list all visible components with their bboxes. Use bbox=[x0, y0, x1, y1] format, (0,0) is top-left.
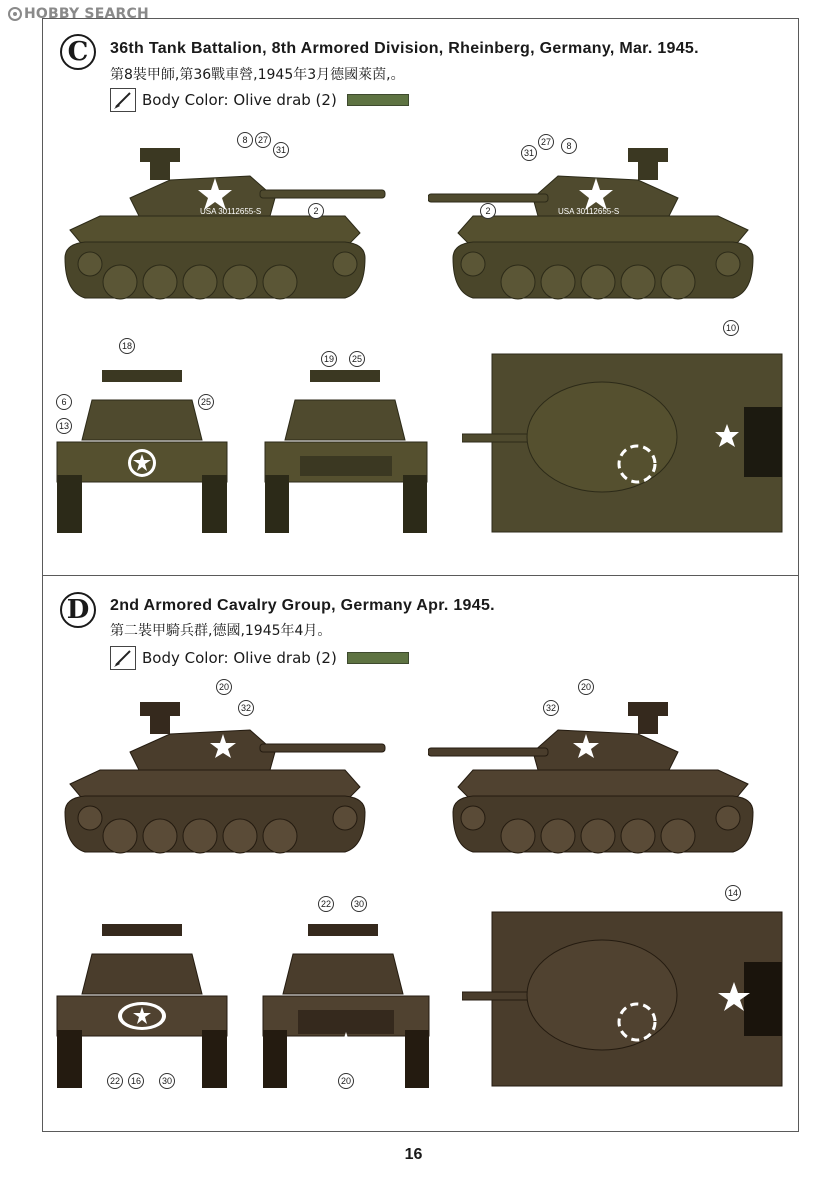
callout: 19 bbox=[321, 351, 337, 367]
callout: 25 bbox=[349, 351, 365, 367]
callout: 22 bbox=[318, 896, 334, 912]
callout: 27 bbox=[255, 132, 271, 148]
tank-d-left-side bbox=[60, 698, 390, 868]
section-title: 2nd Armored Cavalry Group, Germany Apr. 1945. bbox=[110, 597, 495, 614]
section-letter-badge: D bbox=[60, 592, 96, 628]
callout: 30 bbox=[159, 1073, 175, 1089]
callout: 2 bbox=[480, 203, 496, 219]
hobby-search-logo-icon bbox=[8, 7, 22, 21]
hull-serial-text: USA 30112655-S bbox=[200, 207, 262, 216]
tank-d-front-view bbox=[52, 920, 232, 1090]
body-color-value: Olive drab (2) bbox=[233, 91, 337, 109]
callout: 14 bbox=[725, 885, 741, 901]
callout: 20 bbox=[578, 679, 594, 695]
section-letter-badge: C bbox=[60, 34, 96, 70]
tank-d-rear-view bbox=[258, 920, 434, 1090]
callout: 31 bbox=[521, 145, 537, 161]
tank-c-right-side bbox=[428, 138, 758, 308]
callout: 6 bbox=[56, 394, 72, 410]
callout: 32 bbox=[238, 700, 254, 716]
tank-d-right-side bbox=[428, 698, 758, 868]
tank-c-rear-view bbox=[260, 360, 432, 535]
callout: 20 bbox=[216, 679, 232, 695]
callout: 8 bbox=[561, 138, 577, 154]
tank-c-top-view bbox=[462, 352, 787, 534]
section-subtitle: 第二裝甲騎兵群,德國,1945年4月。 bbox=[110, 623, 332, 639]
brush-icon bbox=[110, 646, 136, 670]
callout: 27 bbox=[538, 134, 554, 150]
body-color-label: Body Color: bbox=[142, 649, 229, 667]
callout: 10 bbox=[723, 320, 739, 336]
callout: 20 bbox=[338, 1073, 354, 1089]
page-number: 16 bbox=[404, 1146, 423, 1163]
watermark: HOBBY SEARCH bbox=[8, 6, 149, 22]
section-subtitle: 第8裝甲師,第36戰車營,1945年3月德國萊茵,。 bbox=[110, 67, 405, 83]
callout: 25 bbox=[198, 394, 214, 410]
tank-c-left-side bbox=[60, 138, 390, 308]
section-title: 36th Tank Battalion, 8th Armored Division, Rheinberg, Germany, Mar. 1945. bbox=[110, 40, 699, 57]
callout: 32 bbox=[543, 700, 559, 716]
callout: 18 bbox=[119, 338, 135, 354]
callout: 31 bbox=[273, 142, 289, 158]
callout: 16 bbox=[128, 1073, 144, 1089]
callout: 30 bbox=[351, 896, 367, 912]
callout: 2 bbox=[308, 203, 324, 219]
tank-c-front-view bbox=[52, 360, 232, 535]
olive-drab-swatch bbox=[347, 94, 409, 106]
body-color-label: Body Color: bbox=[142, 91, 229, 109]
body-color-value: Olive drab (2) bbox=[233, 649, 337, 667]
brush-icon bbox=[110, 88, 136, 112]
body-color-row bbox=[110, 88, 409, 112]
callout: 8 bbox=[237, 132, 253, 148]
callout: 22 bbox=[107, 1073, 123, 1089]
body-color-row bbox=[110, 646, 409, 670]
hull-serial-text: USA 30112655-S bbox=[558, 207, 620, 216]
callout: 13 bbox=[56, 418, 72, 434]
tank-d-top-view bbox=[462, 910, 787, 1088]
olive-drab-swatch bbox=[347, 652, 409, 664]
